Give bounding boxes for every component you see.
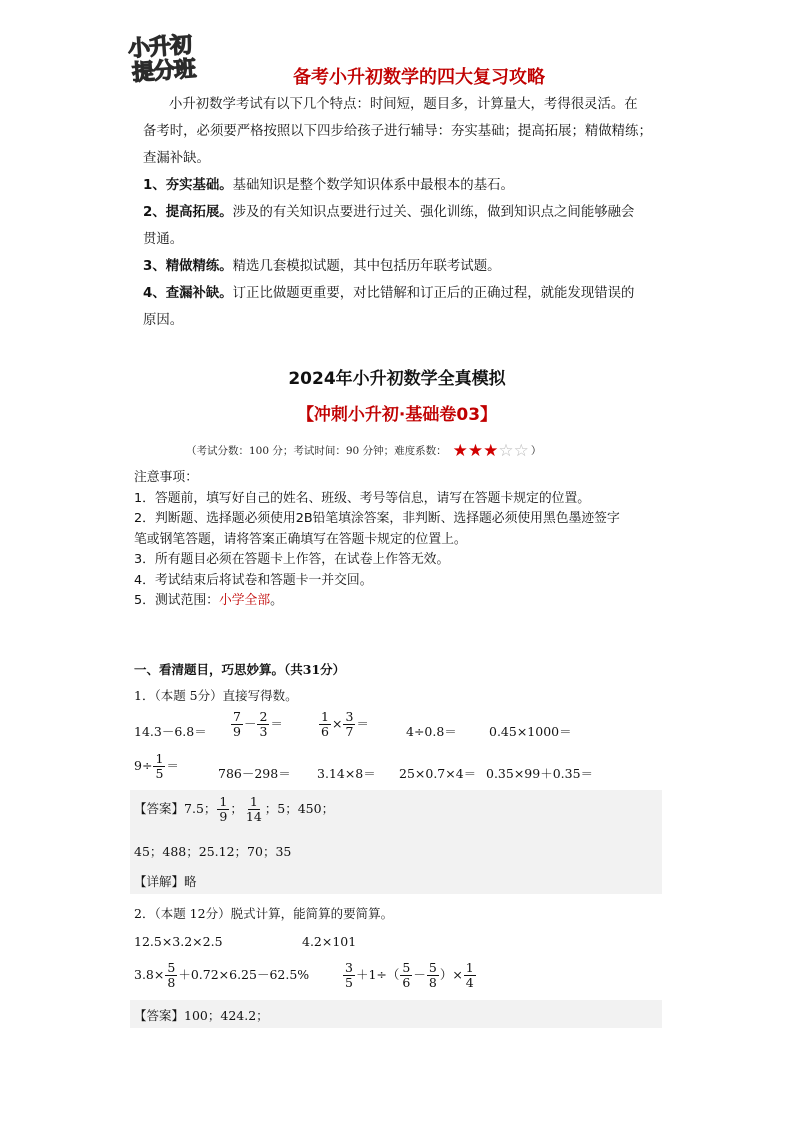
star-filled-icon: ★ — [483, 440, 499, 461]
intro-line1: 小升初数学考试有以下几个特点：时间短，题目多，计算量大，考得很灵活。在 — [169, 97, 638, 112]
note-2b: 笔或钢笔答题，请将答案正确填写在答题卡规定的位置上。 — [134, 531, 467, 547]
note-4: 4．考试结束后将试卷和答题卡一并交回。 — [134, 572, 373, 588]
q1-answer-line1 — [134, 795, 334, 824]
prefix: 3.8× — [134, 967, 165, 982]
answer-part: 7.5； — [184, 801, 217, 816]
denominator: 7 — [345, 724, 354, 739]
q1-r1c3 — [318, 710, 369, 739]
numerator: 7 — [233, 709, 241, 724]
q2-e2: 4.2×101 — [302, 934, 357, 949]
q1-r2c4: 25×0.7×4＝ — [399, 766, 477, 781]
point2-head: 2、提高拓展。 — [143, 205, 233, 220]
numerator: 3 — [345, 960, 353, 975]
fraction — [400, 961, 412, 990]
suffix: ＋0.72×6.25－62.5% — [178, 967, 310, 982]
fraction — [427, 961, 439, 990]
fraction — [343, 961, 355, 990]
numerator: 1 — [249, 794, 258, 809]
numerator: 1 — [219, 794, 228, 809]
difficulty-stars — [452, 440, 529, 461]
point3-head: 3、精做精练。 — [143, 259, 233, 274]
detail-label: 【详解】 — [134, 874, 185, 889]
q1-r2c2: 786－298＝ — [218, 766, 291, 781]
fraction — [231, 710, 243, 739]
answer-part: ；5；450； — [264, 801, 335, 816]
intro-line3: 查漏补缺。 — [143, 151, 210, 166]
note-5-value: 小学全部 — [218, 593, 271, 608]
point4-cont: 原因。 — [143, 313, 184, 328]
operator: × — [331, 716, 343, 731]
fraction — [165, 961, 177, 990]
point2-body: 涉及的有关知识点要进行过关、强化训练，做到知识点之间能够融会 — [232, 205, 635, 220]
q1-r2c5: 0.35×99＋0.35＝ — [486, 766, 594, 781]
denominator: 4 — [465, 975, 474, 990]
fraction — [153, 752, 165, 781]
numerator: 1 — [155, 751, 164, 766]
q2-answer — [134, 1006, 269, 1024]
denominator: 14 — [245, 809, 262, 824]
q1-r1c2 — [230, 710, 283, 739]
denominator: 9 — [219, 809, 228, 824]
q1-r2c3: 3.14×8＝ — [317, 766, 376, 781]
operator: ＋1÷（ — [355, 967, 400, 982]
q1-r1c1: 14.3－6.8＝ — [134, 724, 207, 739]
note-5-suffix: 。 — [270, 593, 283, 608]
intro-line2: 备考时，必须要严格按照以下四步给孩子进行辅导：夯实基础；提高拓展；精做精练； — [143, 124, 652, 139]
star-filled-icon: ★ — [467, 440, 484, 461]
logo-line1: 小升初 — [127, 32, 192, 63]
q2-e4 — [342, 961, 477, 990]
answer-label: 【答案】 — [134, 801, 185, 816]
point1-body: 基础知识是整个数学知识体系中最根本的基石。 — [232, 178, 514, 193]
q1-r2c1 — [134, 752, 179, 781]
answer-text: 100；424.2； — [184, 1008, 269, 1023]
operator: － — [243, 716, 257, 731]
q2-title: 2．（本题 12分）脱式计算，能简算的要简算。 — [134, 906, 394, 921]
point2-cont: 贯通。 — [143, 232, 184, 247]
q1-title: 1．（本题 5分）直接写得数。 — [134, 688, 298, 703]
strategy-point-1 — [143, 172, 663, 200]
note-5-prefix: 5．测试范围： — [134, 593, 219, 608]
operator: － — [413, 967, 426, 982]
star-empty-icon: ☆ — [498, 440, 514, 461]
q2-e1: 12.5×3.2×2.5 — [134, 934, 223, 949]
numerator: 1 — [465, 960, 474, 975]
answer-label: 【答案】 — [134, 1008, 185, 1023]
fraction — [464, 961, 476, 990]
meta-text: （考试分数：100 分；考试时间：90 分钟；难度系数： — [186, 445, 447, 457]
point3-body: 精选几套模拟试题，其中包括历年联考试题。 — [232, 259, 501, 274]
strategy-title: 备考小升初数学的四大复习攻略 — [293, 67, 545, 88]
denominator: 3 — [259, 724, 268, 739]
fraction — [257, 710, 269, 739]
numerator: 5 — [167, 960, 176, 975]
numerator: 5 — [428, 960, 437, 975]
operator: ）× — [439, 967, 463, 982]
note-1: 1．答题前，填写好自己的姓名、班级、考号等信息，请写在答题卡规定的位置。 — [134, 490, 591, 506]
q1-answer-line2: 45；488；25.12；70；35 — [134, 844, 292, 859]
fraction — [244, 795, 264, 824]
fraction — [343, 710, 355, 739]
denominator: 5 — [155, 766, 164, 781]
equals: ＝ — [270, 716, 283, 731]
point4-body: 订正比做题更重要，对比错解和订正后的正确过程，就能发现错误的 — [232, 286, 635, 301]
equals: ＝ — [166, 758, 179, 773]
prefix: 9÷ — [134, 758, 153, 773]
logo-line2: 提分班 — [131, 56, 196, 87]
point1-head: 1、夯实基础。 — [143, 178, 233, 193]
denominator: 6 — [402, 975, 411, 990]
notes — [134, 468, 664, 612]
detail-text: 略 — [184, 874, 197, 889]
star-empty-icon: ☆ — [513, 440, 529, 461]
point4-head: 4、查漏补缺。 — [143, 286, 233, 301]
numerator: 3 — [345, 709, 354, 724]
note-3: 3．所有题目必须在答题卡上作答，在试卷上作答无效。 — [134, 552, 450, 567]
strategy-point-4 — [143, 280, 663, 308]
numerator: 5 — [402, 960, 411, 975]
note-2a: 2．判断题、选择题必须使用2B铅笔填涂答案，非判断、选择题必须使用黑色墨迹签字 — [134, 511, 620, 526]
q1-r1c4: 4÷0.8＝ — [406, 724, 457, 739]
meta-close: ） — [530, 445, 542, 457]
exam-meta — [186, 440, 542, 461]
equals: ＝ — [356, 716, 369, 731]
star-filled-icon: ★ — [452, 440, 468, 461]
denominator: 8 — [428, 975, 437, 990]
q1-r1c5: 0.45×1000＝ — [489, 724, 572, 739]
denominator: 8 — [167, 975, 176, 990]
section1-heading: 一、看清题目，巧思妙算。（共31分） — [134, 662, 346, 677]
denominator: 9 — [233, 724, 241, 739]
note-5 — [134, 591, 664, 612]
notes-heading: 注意事项： — [134, 470, 198, 485]
strategy-point-3 — [143, 253, 663, 281]
q2-e3 — [134, 961, 309, 990]
fraction — [217, 795, 229, 824]
exam-subtitle: 【冲刺小升初·基础卷03】 — [296, 405, 498, 425]
numerator: 2 — [259, 709, 268, 724]
fraction — [319, 710, 331, 739]
denominator: 5 — [345, 975, 353, 990]
denominator: 6 — [321, 724, 329, 739]
separator: ； — [230, 801, 243, 816]
exam-title: 2024年小升初数学全真模拟 — [288, 369, 506, 389]
numerator: 1 — [321, 709, 329, 724]
q1-detail — [134, 872, 197, 890]
strategy-point-2 — [143, 199, 663, 227]
